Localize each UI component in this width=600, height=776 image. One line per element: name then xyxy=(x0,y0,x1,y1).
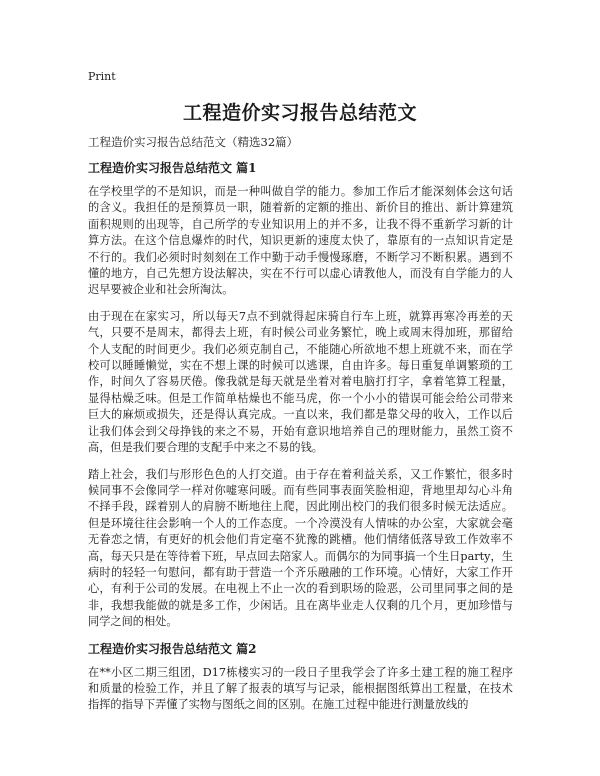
paragraph: 在**小区二期三组团，D17栋楼实习的一段日子里我学会了许多土建工程的施工程序和质量的检验工作，并且了解了报表的填写与记录，能根据图纸算出工程量，在技术指挥的指导下弄懂了实物与图纸之间的区别。在施工过程中能进行测量放线的 xyxy=(88,665,513,712)
paragraph: 由于现在在家实习，所以每天7点不到就得起床骑自行车上班，就算再寒冷再差的天气，只要不是周末，都得去上班，有时候公司业务繁忙，晚上或周末得加班，那留给个人支配的时间更少。我们必须克制自己，不能随心所欲地不想上班就不来，而在学校可以睡睡懒觉，实在不想上课的时候可以逃课，自由许多。每日重复单调繁琐的工作，时间久了容易厌倦。像我就是每天就是坐着对着电脑打打字，拿着笔算工程量，显得枯燥乏味。但是工作简单枯燥也不能马虎，你一个小小的错误可能会给公司带来巨大的麻烦或损失，还是得认真完成。一直以来，我们都是靠父母的收入，工作以后让我们体会到父母挣钱的来之不易，开始有意识地培养自己的理财能力，虽然工资不高，但是我们要合理的支配手中来之不易的钱。 xyxy=(88,309,513,455)
paragraph: 在学校里学的不是知识，而是一种叫做自学的能力。参加工作后才能深刻体会这句话的含义。我担任的是预算员一职，随着新的定额的推出、新价目的推出、新计算建筑面积规则的出现等，自己所学的专业知识用上的并不多，让我不得不重新学习新的计算方法。在这个信息爆炸的时代，知识更新的速度太快了，靠原有的一点知识肯定是不行的。我们必须时时刻刻在工作中勤于动手慢慢琢磨，不断学习不断积累。遇到不懂的地方，自己先想方设法解决，实在不行可以虚心请教他人，而没有自学能力的人迟早要被企业和社会所淘汰。 xyxy=(88,185,513,297)
section-2 xyxy=(88,641,513,714)
document-subtitle: 工程造价实习报告总结范文（精选32篇） xyxy=(88,135,299,149)
paragraph: 踏上社会，我们与形形色色的人打交道。由于存在着利益关系，又工作繁忙，很多时候同事不会像同学一样对你嘘寒问暖。而有些同事表面笑脸相迎，背地里却勾心斗角不择手段，踩着别人的肩膀不断地往上爬，因此刚出校门的我们很多时候无法适应。但是环境往往会影响一个人的工作态度。一个冷漠没有人情味的办公室，大家就会毫无眷恋之情，有更好的机会他们肯定毫不犹豫的跳槽。他们情绪低落导致工作效率不高，每天只是在等待着下班，早点回去陪家人。而偶尔的为同事搞一个生日party，生病时的轻轻一句慰问，都有助于营造一个齐乐融融的工作环境。心情好，大家工作开心，有利于公司的发展。在电视上不止一次的看到职场的险恶，公司里同事之间的是非，我想我能做的就是多工作，少闲话。且在离毕业走人仅剩的几个月，更加珍惜与同学之间的相处。 xyxy=(88,467,513,629)
document-body xyxy=(88,160,513,724)
page-title: 工程造价实习报告总结范文 xyxy=(182,102,417,124)
section-title: 工程造价实习报告总结范文 篇1 xyxy=(88,161,257,175)
print-label[interactable]: Print xyxy=(88,70,116,83)
section-1 xyxy=(88,160,513,631)
section-title: 工程造价实习报告总结范文 篇2 xyxy=(88,641,257,656)
